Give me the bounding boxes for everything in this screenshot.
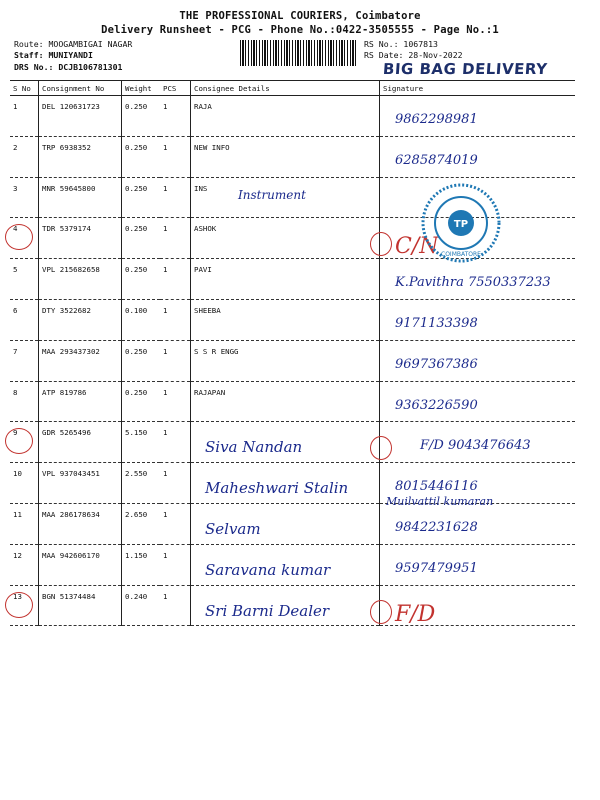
cell-sno: 7	[10, 340, 39, 381]
cell-weight: 0.250	[122, 218, 161, 259]
signature-text: F/D	[395, 601, 436, 627]
table-row	[10, 340, 575, 381]
cell-consignee: NEW INFO	[191, 136, 380, 177]
col-consignee: Consignee Details	[191, 81, 380, 96]
handwritten-consignee: Siva Nandan	[205, 438, 303, 457]
handwritten-consignee: Selvam	[205, 520, 261, 538]
company-title: THE PROFESSIONAL COURIERS, Coimbatore	[179, 10, 421, 22]
cell-sno: 4	[10, 218, 39, 259]
handwritten-consignee: Maheshwari Stalin	[205, 479, 349, 498]
cell-consignee: INS	[191, 177, 380, 218]
table-row	[10, 136, 575, 177]
col-sno: S No	[10, 81, 39, 96]
cell-weight: 0.250	[122, 96, 161, 137]
rs-number: RS No.: 1067813	[364, 39, 438, 49]
cell-weight: 0.250	[122, 381, 161, 422]
cell-sno: 12	[10, 544, 39, 585]
cell-weight: 2.550	[122, 463, 161, 504]
signature-text: C/N	[395, 234, 439, 260]
cell-pcs: 1	[160, 503, 191, 544]
cell-consignment: DEL 120631723	[39, 96, 122, 137]
cell-sno: 2	[10, 136, 39, 177]
cell-consignment: TDR 5379174	[39, 218, 122, 259]
barcode	[240, 40, 358, 66]
red-cross-circle	[370, 600, 392, 624]
table-header	[10, 81, 575, 96]
cell-consignee: RAJAPAN	[191, 381, 380, 422]
route-label: Route: MOOGAMBIGAI NAGAR	[14, 39, 133, 49]
cell-weight: 0.240	[122, 585, 161, 626]
cell-sno: 5	[10, 259, 39, 300]
cell-pcs: 1	[160, 422, 191, 463]
table-row	[10, 381, 575, 422]
cell-consignment: MAA 293437302	[39, 340, 122, 381]
cell-consignment: VPL 215682658	[39, 259, 122, 300]
cell-sno: 3	[10, 177, 39, 218]
cell-consignee: SHEEBA	[191, 299, 380, 340]
cell-consignment: MAA 942606170	[39, 544, 122, 585]
cell-sno: 11	[10, 503, 39, 544]
signature-text: 9862298981	[395, 112, 478, 127]
col-weight: Weight	[122, 81, 161, 96]
rs-date: RS Date: 28-Nov-2022	[364, 50, 463, 60]
cell-weight: 0.250	[122, 259, 161, 300]
signature-text: 9171133398	[395, 316, 478, 331]
signature-text: 9597479951	[395, 560, 478, 576]
big-bag-stamp: BIG BAG DELIVERY	[382, 60, 549, 78]
cell-consignment: DTY 3522682	[39, 299, 122, 340]
cell-pcs: 1	[160, 340, 191, 381]
table-row	[10, 96, 575, 137]
cell-pcs: 1	[160, 136, 191, 177]
col-signature: Signature	[380, 81, 576, 96]
cell-consignment: TRP 6938352	[39, 136, 122, 177]
cell-weight: 0.250	[122, 177, 161, 218]
cell-pcs: 1	[160, 96, 191, 137]
cell-pcs: 1	[160, 381, 191, 422]
runsheet-subtitle: Delivery Runsheet - PCG - Phone No.:0422-3505555 - Page No.:1	[101, 24, 499, 36]
signature-text: 9363226590	[395, 397, 478, 413]
col-consignment: Consignment No	[39, 81, 122, 96]
cell-consignment: VPL 937043451	[39, 463, 122, 504]
seal-text: COIMBATORE	[441, 251, 481, 258]
cell-consignee: PAVI	[191, 259, 380, 300]
cell-weight: 2.650	[122, 503, 161, 544]
cell-consignment: MAA 286178634	[39, 503, 122, 544]
red-circle-mark	[5, 592, 33, 618]
cell-weight: 1.150	[122, 544, 161, 585]
cell-pcs: 1	[160, 299, 191, 340]
cell-weight: 0.100	[122, 299, 161, 340]
staff-label: Staff: MUNIYANDI	[14, 50, 93, 60]
cell-sno: 1	[10, 96, 39, 137]
cell-sno: 10	[10, 463, 39, 504]
cell-consignment: MNR 59645800	[39, 177, 122, 218]
signature-text: 9842231628	[395, 520, 478, 535]
cell-consignee: ASHOK	[191, 218, 380, 259]
cell-pcs: 1	[160, 585, 191, 626]
handwritten-consignee: Sri Barni Dealer	[205, 601, 330, 620]
handwritten-consignee: Saravana kumar	[205, 560, 331, 579]
cell-pcs: 1	[160, 177, 191, 218]
runsheet-table	[10, 80, 575, 626]
table-row	[10, 299, 575, 340]
cell-pcs: 1	[160, 463, 191, 504]
signature-text: 9697367386	[395, 356, 478, 372]
cell-sno: 6	[10, 299, 39, 340]
signature-name: Muilvattil kumaran	[386, 495, 494, 509]
signature-text: 6285874019	[395, 152, 478, 168]
company-seal	[420, 182, 502, 264]
cell-sno: 13	[10, 585, 39, 626]
table-row	[10, 503, 575, 544]
cell-consignment: ATP 819786	[39, 381, 122, 422]
cell-sno: 8	[10, 381, 39, 422]
svg-text:TP: TP	[453, 219, 469, 230]
cell-weight: 0.250	[122, 136, 161, 177]
col-pcs: PCS	[160, 81, 191, 96]
cell-consignment: BGN 51374484	[39, 585, 122, 626]
drs-number: DRS No.: DCJB106781301	[14, 62, 123, 72]
handwritten-consignee: Instrument	[238, 187, 306, 202]
cell-weight: 0.250	[122, 340, 161, 381]
cell-pcs: 1	[160, 218, 191, 259]
cell-pcs: 1	[160, 544, 191, 585]
cell-weight: 5.150	[122, 422, 161, 463]
cell-pcs: 1	[160, 259, 191, 300]
cell-consignee: RAJA	[191, 96, 380, 137]
signature-text: 8015446116	[395, 479, 478, 495]
signature-text: K.Pavithra 7550337233	[395, 275, 551, 291]
cell-consignee: S S R ENGG	[191, 340, 380, 381]
cell-consignment: GDR 5265496	[39, 422, 122, 463]
signature-text: F/D 9043476643	[420, 438, 531, 454]
cell-sno: 9	[10, 422, 39, 463]
